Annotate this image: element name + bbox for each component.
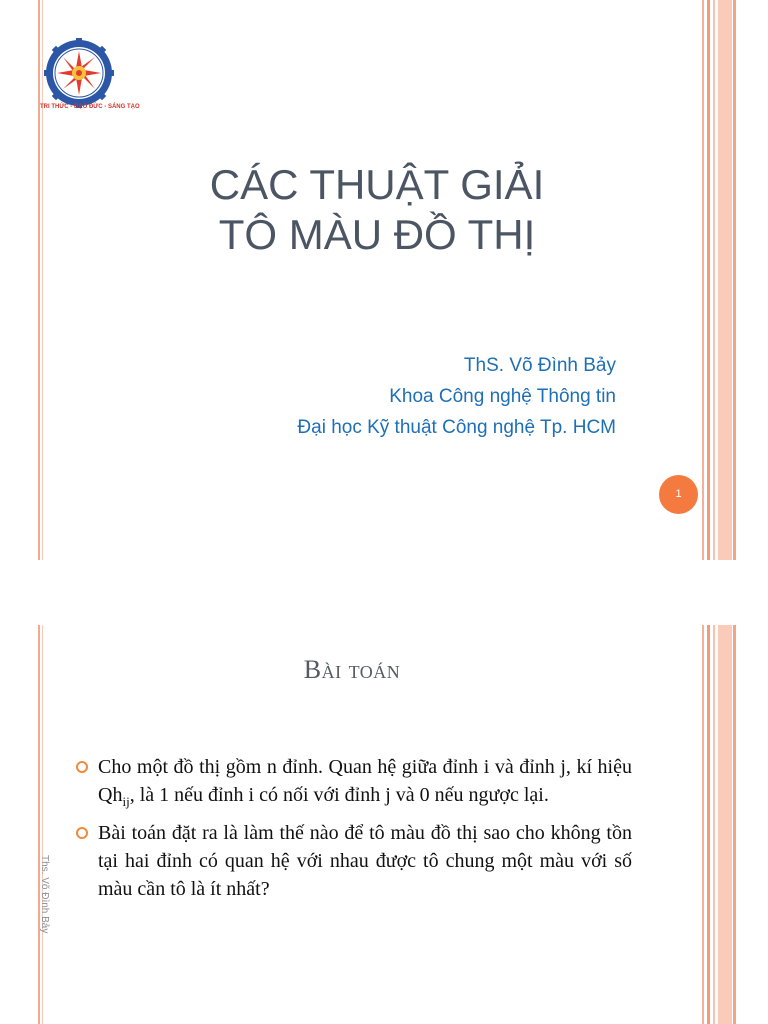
author-name: ThS. Võ Đình Bảy [463,355,616,376]
slide-title: Bài toán [303,655,401,684]
stripe [733,0,736,560]
slide-title [0,160,754,260]
page-number-badge: 1 [659,475,698,514]
bullet-text: , là 1 nếu đỉnh i có nối với đỉnh j và 0 nếu ngược lại. [129,784,549,806]
stripe [718,0,732,560]
bullet-list [76,753,632,906]
author-info [297,350,616,443]
title-line: TÔ MÀU ĐỒ THỊ [218,211,536,258]
subscript-text: ij [122,794,130,809]
stripe [718,625,732,1024]
title-line: CÁC THUẬT GIẢI [209,161,545,208]
stripe [713,0,715,560]
stripe [733,625,736,1024]
bullet-circle-icon [76,827,88,839]
content-slide [0,625,768,1024]
author-faculty: Khoa Công nghệ Thông tin [389,386,616,407]
bullet-item [76,819,632,903]
university-logo-icon [44,38,114,108]
right-decorative-stripes [702,625,736,1024]
stripe [713,625,715,1024]
stripe [707,0,710,560]
bullet-item [76,753,632,816]
left-rule [38,0,40,560]
logo-motto: TRI THỨC - ĐẠO ĐỨC - SÁNG TẠO [40,104,140,110]
stripe [702,0,704,560]
right-decorative-stripes [702,0,736,560]
stripe [707,625,710,1024]
left-rule-inner [42,0,43,560]
author-side-note: Ths. Võ Đình Bảy [39,855,50,934]
bullet-text: Bài toán đặt ra là làm thế nào để tô màu đồ thị sao cho không tồn tại hai đỉnh có quan hệ với nhau được tô chung một màu với số màu cần tô là ít nhất? [98,822,632,900]
bullet-text: Cho một đồ thị gồm n đỉnh. Quan hệ giữa đỉnh i và đỉnh j, kí hiệu Qh [98,756,632,806]
bullet-circle-icon [76,761,88,773]
author-university: Đại học Kỹ thuật Công nghệ Tp. HCM [297,417,616,438]
